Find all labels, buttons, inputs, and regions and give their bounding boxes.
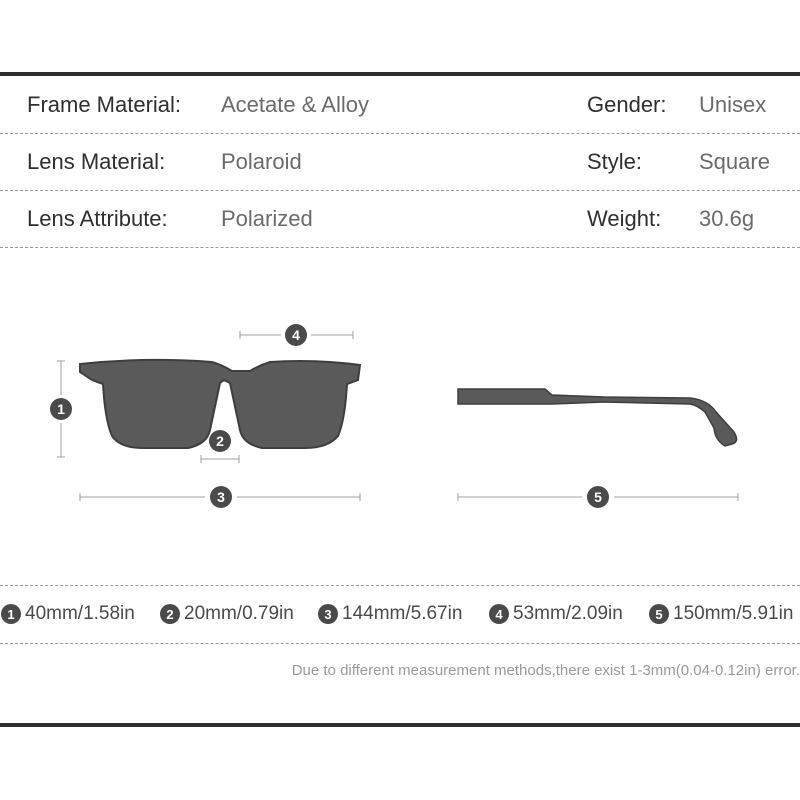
divider — [0, 585, 800, 586]
measurement-value: 20mm/0.79in — [184, 603, 294, 624]
spec-value: Acetate & Alloy — [221, 92, 369, 117]
spec-value: 30.6g — [699, 206, 755, 231]
measurement-1 — [1, 596, 135, 632]
measurement-number-badge: 4 — [489, 604, 509, 624]
spec-label: Weight: — [587, 206, 662, 231]
marker-2-label: 2 — [216, 433, 224, 449]
measurement-value: 53mm/2.09in — [513, 603, 623, 624]
sunglasses-diagram-svg — [0, 300, 800, 540]
dimension-line-2 — [201, 455, 239, 463]
measurement-value: 150mm/5.91in — [673, 603, 794, 624]
measurement-5 — [649, 596, 793, 632]
spec-row-frame-material — [0, 77, 800, 133]
spec-row-lens-attribute — [0, 191, 800, 247]
marker-4-label: 4 — [292, 327, 300, 343]
spec-label: Gender: — [587, 92, 667, 117]
measurement-4 — [489, 596, 623, 632]
side-view-temple — [458, 389, 737, 446]
bottom-border — [0, 723, 800, 727]
measurement-number-badge: 2 — [160, 604, 180, 624]
spec-value: Polarized — [221, 206, 313, 231]
spec-value: Polaroid — [221, 149, 302, 174]
spec-label: Style: — [587, 149, 643, 174]
marker-3-label: 3 — [217, 489, 225, 505]
measurements-row — [0, 596, 800, 632]
marker-1-label: 1 — [57, 401, 65, 417]
spec-value: Unisex — [699, 92, 767, 117]
measurement-3 — [318, 596, 462, 632]
measurement-number-badge: 1 — [1, 604, 21, 624]
sunglasses-diagram — [0, 300, 800, 540]
spec-label: Lens Attribute: — [27, 206, 168, 231]
measurement-2 — [160, 596, 294, 632]
measurement-value: 40mm/1.58in — [25, 603, 135, 624]
measurement-value: 144mm/5.67in — [342, 603, 463, 624]
spec-label: Lens Material: — [27, 149, 166, 174]
divider — [0, 643, 800, 644]
marker-5-label: 5 — [594, 489, 602, 505]
measurement-number-badge: 3 — [318, 604, 338, 624]
spec-label: Frame Material: — [27, 92, 182, 117]
divider — [0, 247, 800, 248]
measurement-number-badge: 5 — [649, 604, 669, 624]
top-border — [0, 72, 800, 76]
measurement-disclaimer: Due to different measurement methods,there exist 1-3mm(0.04-0.12in) error. — [291, 662, 800, 679]
spec-value: Square — [699, 149, 770, 174]
spec-row-lens-material — [0, 134, 800, 190]
